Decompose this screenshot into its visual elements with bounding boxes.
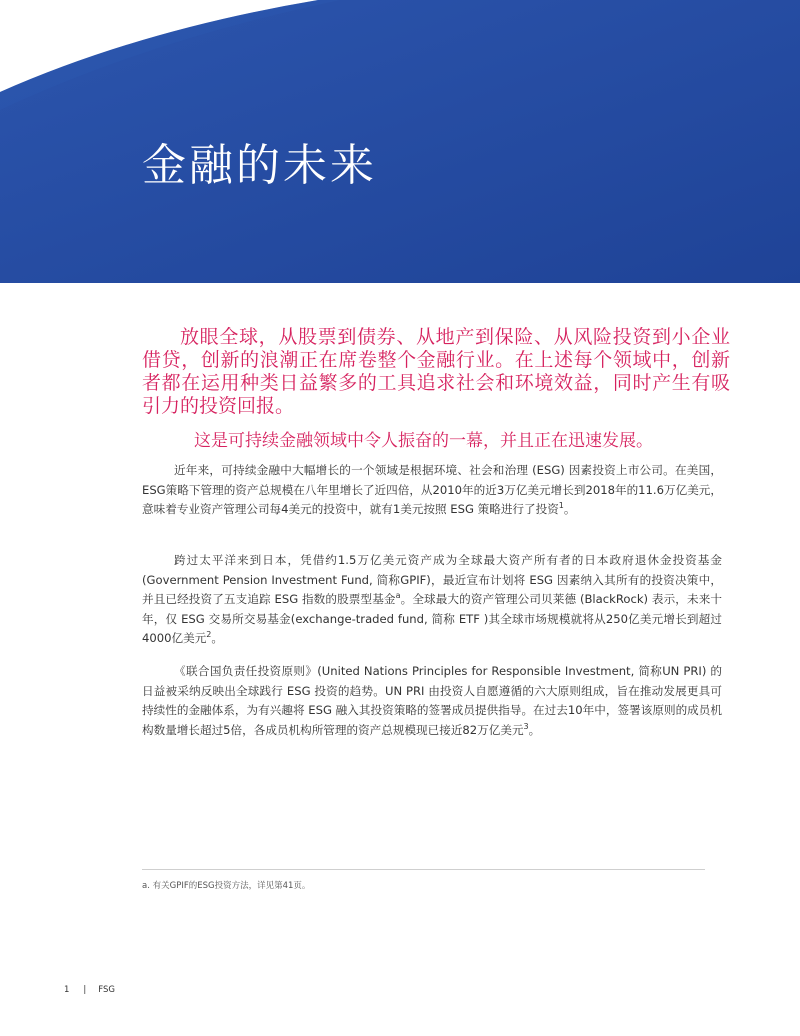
pull-quote: 放眼全球，从股票到债券、从地产到保险、从风险投资到小企业借贷，创新的浪潮正在席卷整个金融行业。在上述每个领域中，创新者都在运用种类日益繁多的工具追求社会和环境效益，同时产生有吸引力的投资回报。 [142, 326, 730, 417]
page-number: 1 [64, 985, 70, 995]
p2-text-b: 。全球最大的资产管理公司贝莱德 (BlackRock) 表示，未来十年，仅 ESG 交易所交易基金(exchange-traded fund, 简称 ETF )其全球市场规模就将从250亿美元增长到超过4000亿美元 [142, 592, 722, 645]
body-paragraph-3 [142, 662, 722, 740]
p2-ref-b: 2 [206, 630, 212, 640]
p1-text: 近年来，可持续金融中大幅增长的一个领域是根据环境、社会和治理 (ESG) 因素投资上市公司。在美国，ESG策略下管理的资产总规模在八年里增长了近四倍，从2010年的近3万亿美元增长到2018年的11.6万亿美元，意味着专业资产管理公司每4美元的投资中，就有1美元按照 ESG 策略进行了投资 [142, 463, 722, 516]
body-paragraph-1 [142, 461, 722, 520]
p2-text-a: 跨过太平洋来到日本，凭借约1.5万亿美元资产成为全球最大资产所有者的日本政府退休金投资基金 (Government Pension Investment Fund, 简称GPIF)，最近宣布计划将 ESG 因素纳入其所有的投资决策中，并且已经投资了五支追踪 ESG 指数的股票型基金 [142, 553, 722, 606]
p3-text: 《联合国负责任投资原则》(United Nations Principles for Responsible Investment, 简称UN PRI) 的日益被采纳反映出全球践行 ESG 投资的趋势。UN PRI 由投资人自愿遵循的六大原则组成，旨在推动发展更具可持续性的金融体系，为有兴趣将 ESG 融入其投资策略的签署成员提供指导。在过去10年中，签署该原则的成员机构数量增长超过5倍，各成员机构所管理的资产总规模现已接近82万亿美元 [142, 664, 722, 737]
p3-ref: 3 [523, 721, 529, 731]
p2-ref-a: a [395, 591, 401, 601]
p1-tail: 。 [563, 502, 576, 516]
page-title: 金融的未来 [142, 140, 377, 191]
footnote-divider [142, 869, 705, 870]
header-band [0, 0, 800, 283]
p2-tail: 。 [211, 631, 223, 645]
footer-separator: | [83, 985, 87, 995]
page-footer [64, 985, 115, 995]
footnote: a. 有关GPIF的ESG投资方法，详见第41页。 [142, 881, 311, 891]
header-background [0, 0, 800, 283]
footer-org: FSG [98, 985, 116, 995]
p3-tail: 。 [528, 722, 541, 737]
pull-quote-subline: 这是可持续金融领域中令人振奋的一幕，并且正在迅速发展。 [194, 431, 653, 451]
body-paragraph-2 [142, 551, 722, 649]
p1-ref: 1 [558, 501, 564, 511]
